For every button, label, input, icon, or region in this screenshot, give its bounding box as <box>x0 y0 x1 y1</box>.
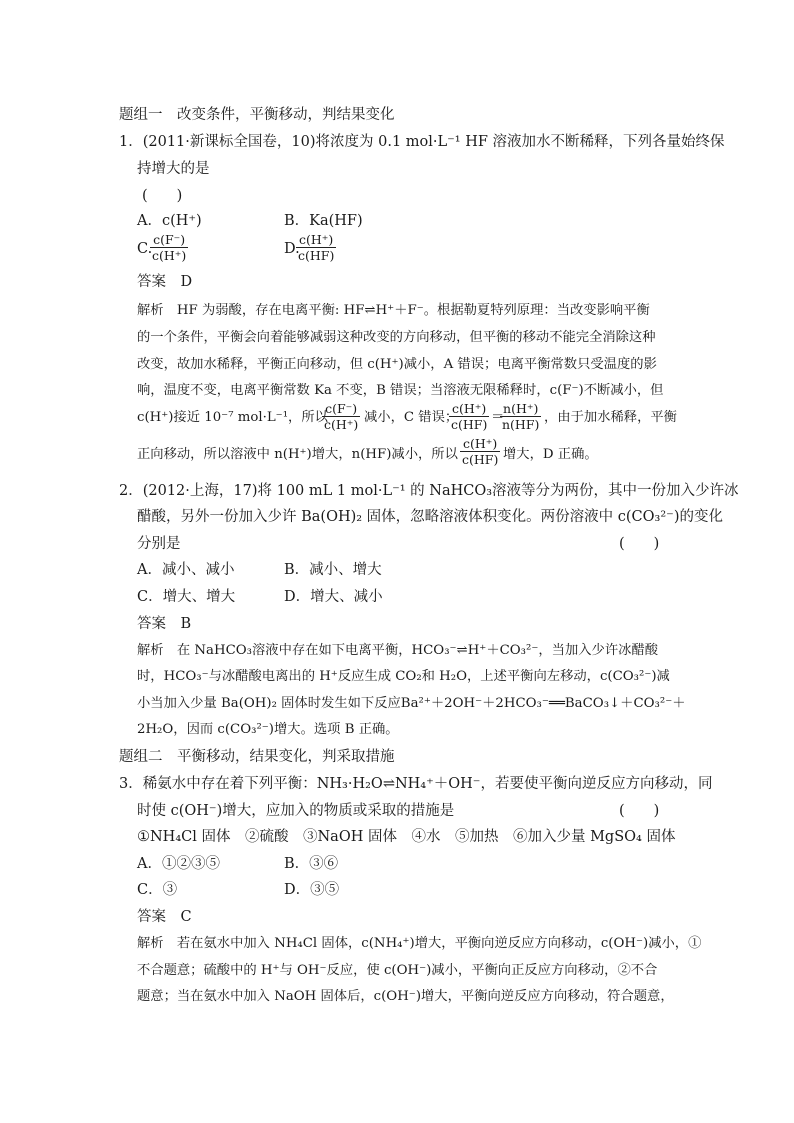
q1-option-c-prefix: C. <box>137 241 153 257</box>
q3-stem-line3: ①NH₄Cl 固体 ②硫酸 ③NaOH 固体 ④水 ⑤加热 ⑥加入少量 MgSO₄ 固体 <box>137 829 676 845</box>
q1-exp-fraction-1 <box>322 401 360 432</box>
q1-explanation-line3: 改变，故加水稀释，平衡正向移动，但 c(H⁺)减小，A 错误；电离平衡常数只受温度的影 <box>137 357 657 372</box>
q3-explanation-line3: 题意；当在氨水中加入 NaOH 固体后，c(OH⁻)增大，平衡向逆反应方向移动，符合题意， <box>137 989 674 1004</box>
q1-explanation-line4: 响，温度不变，电离平衡常数 Ka 不变，B 错误；当溶液无限稀释时，c(F⁻)不断减小，但 <box>137 383 664 398</box>
q1-stem-line2: 持增大的是 <box>137 161 210 177</box>
q1-exp-fraction-2 <box>449 401 489 432</box>
q2-stem-line2: 醋酸，另外一份加入少许 Ba(OH)₂ 固体，忽略溶液体积变化。两份溶液中 c(CO₃²⁻)的变化 <box>137 509 723 525</box>
q3-answer-paren: ( ) <box>619 803 660 819</box>
q1-exp-fraction-4-denominator: c(HF) <box>462 452 499 467</box>
q1-explanation-line6b: 增大，D 正确。 <box>503 447 598 462</box>
q2-explanation-line1: 解析 在 NaHCO₃溶液中存在如下电离平衡，HCO₃⁻⇌H⁺＋CO₃²⁻，当加入少许冰醋酸 <box>137 643 659 658</box>
q1-explanation-line5a: c(H⁺)接近 10⁻⁷ mol·L⁻¹，所以 <box>137 410 328 425</box>
q3-stem-line1: 3．稀氨水中存在着下列平衡：NH₃·H₂O⇌NH₄⁺＋OH⁻，若要使平衡向逆反应方向移动，同 <box>119 776 713 792</box>
q1-option-c-denominator: c(H⁺) <box>152 248 187 263</box>
q2-stem-line1: 2．(2012·上海，17)将 100 mL 1 mol·L⁻¹ 的 NaHCO₃溶液等分为两份，其中一份加入少许冰 <box>119 483 739 499</box>
q3-option-b: B．③⑥ <box>284 856 339 872</box>
q1-option-d-fraction <box>296 232 336 263</box>
q1-exp-fraction-3 <box>500 401 541 432</box>
q1-explanation-line5c: ，由于加水稀释，平衡 <box>544 410 677 425</box>
q2-option-b: B．减小、增大 <box>284 562 382 578</box>
q1-option-d-prefix: D. <box>284 241 300 257</box>
q1-option-b: B．Ka(HF) <box>284 213 363 229</box>
q1-exp-fraction-1-numerator: c(F⁻) <box>322 401 360 417</box>
q1-option-c-fraction <box>150 232 188 263</box>
q3-option-c: C．③ <box>137 882 178 898</box>
q1-option-c-numerator: c(F⁻) <box>150 232 188 248</box>
q2-explanation-line2: 时，HCO₃⁻与冰醋酸电离出的 H⁺反应生成 CO₂和 H₂O，上述平衡向左移动，c(CO₃²⁻)减 <box>137 669 670 684</box>
q1-option-d-denominator: c(HF) <box>298 248 335 263</box>
q2-explanation-line4: 2H₂O，因而 c(CO₃²⁻)增大。选项 B 正确。 <box>137 722 399 737</box>
q1-exp-equals: ＝ <box>491 410 505 425</box>
q2-stem-line3: 分别是 <box>137 536 181 552</box>
q3-explanation-line2: 不合题意；硫酸中的 H⁺与 OH⁻反应，使 c(OH⁻)减小，平衡向正反应方向移动，②不合 <box>137 963 658 978</box>
q1-exp-fraction-2-denominator: c(HF) <box>451 417 488 432</box>
q1-exp-fraction-4 <box>460 436 500 467</box>
q1-exp-fraction-1-denominator: c(H⁺) <box>324 417 359 432</box>
q1-exp-fraction-3-numerator: n(H⁺) <box>500 401 541 417</box>
q2-option-c: C．增大、增大 <box>137 589 236 605</box>
group1-title: 题组一 改变条件，平衡移动，判结果变化 <box>119 107 395 123</box>
q1-answer: 答案 D <box>137 274 193 290</box>
q2-option-a: A．减小、减小 <box>137 562 235 578</box>
q1-answer-paren: ( ) <box>142 188 183 204</box>
q1-exp-fraction-3-denominator: n(HF) <box>502 417 540 432</box>
q3-explanation-line1: 解析 若在氨水中加入 NH₄Cl 固体，c(NH₄⁺)增大，平衡向逆反应方向移动，c(OH⁻)减小，① <box>137 936 702 951</box>
q1-stem-line1: 1．(2011·新课标全国卷，10)将浓度为 0.1 mol·L⁻¹ HF 溶液加水不断稀释，下列各量始终保 <box>119 134 725 150</box>
q1-exp-fraction-4-numerator: c(H⁺) <box>460 436 500 452</box>
q3-option-a: A．①②③⑤ <box>137 856 220 872</box>
q1-option-d-numerator: c(H⁺) <box>296 232 336 248</box>
q3-option-d: D．③⑤ <box>284 882 340 898</box>
q2-explanation-line3: 小当加入少量 Ba(OH)₂ 固体时发生如下反应Ba²⁺＋2OH⁻＋2HCO₃⁻══BaCO₃↓＋CO₃²⁻＋ <box>137 696 686 711</box>
q2-answer-paren: ( ) <box>619 536 660 552</box>
q1-explanation-line5b: 减小，C 错误； <box>364 410 459 425</box>
q2-answer: 答案 B <box>137 616 192 632</box>
q3-answer: 答案 C <box>137 909 192 925</box>
q1-exp-fraction-2-numerator: c(H⁺) <box>449 401 489 417</box>
q1-option-a: A．c(H⁺) <box>137 213 202 229</box>
q3-stem-line2: 时使 c(OH⁻)增大，应加入的物质或采取的措施是 <box>137 803 455 819</box>
group2-title: 题组二 平衡移动，结果变化，判采取措施 <box>119 749 395 765</box>
q2-option-d: D．增大、减小 <box>284 589 383 605</box>
q1-explanation-line6a: 正向移动，所以溶液中 n(H⁺)增大，n(HF)减小，所以 <box>137 447 458 462</box>
q1-explanation-line2: 的一个条件，平衡会向着能够减弱这种改变的方向移动，但平衡的移动不能完全消除这种 <box>137 330 656 345</box>
q1-explanation-line1: 解析 HF 为弱酸，存在电离平衡: HF⇌H⁺＋F⁻。根据勒夏特列原理：当改变影响平衡 <box>137 303 650 318</box>
